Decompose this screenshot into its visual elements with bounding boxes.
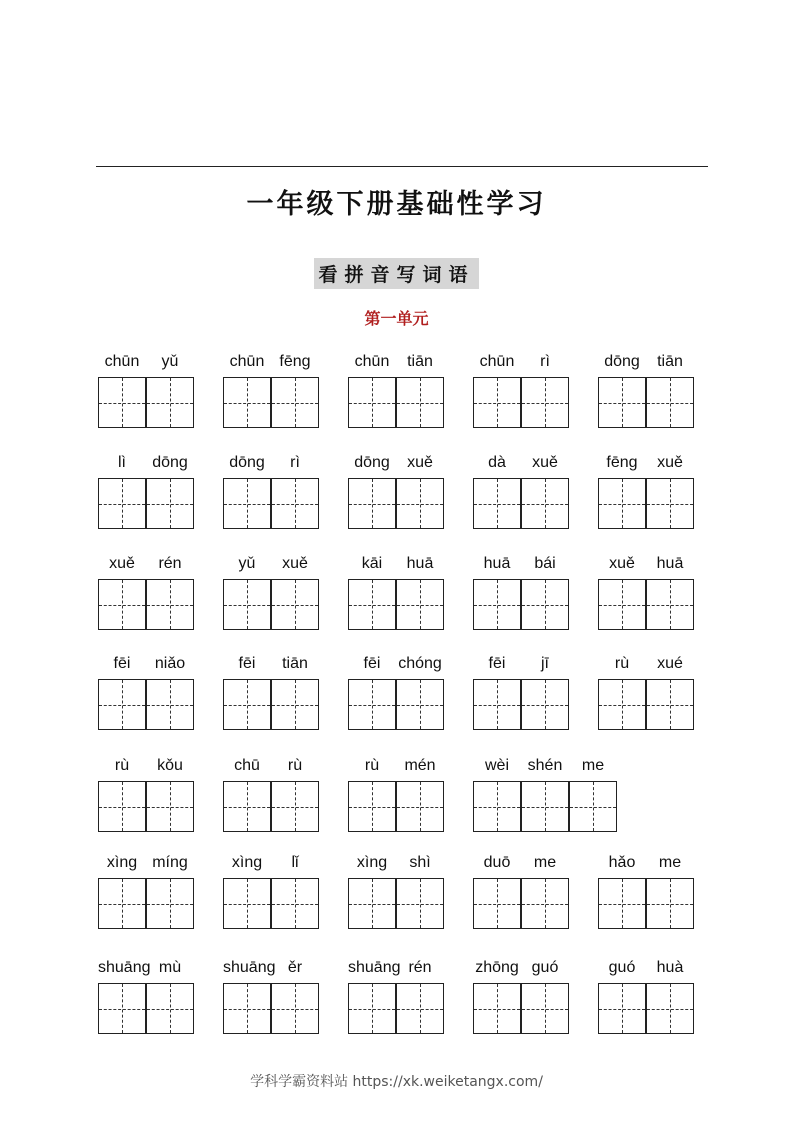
- tianzige-cell[interactable]: [396, 579, 444, 630]
- pinyin-label: rù: [364, 757, 380, 774]
- grid-guide-horizontal: [147, 504, 193, 505]
- footer-watermark: 学科学霸资料站 https://xk.weiketangx.com/: [250, 1074, 543, 1090]
- grid-guide-horizontal: [99, 1009, 145, 1010]
- pinyin-label: xuě: [407, 454, 433, 471]
- pinyin-label: dōng: [354, 454, 390, 471]
- grid-guide-horizontal: [647, 403, 693, 404]
- pinyin-label: bái: [534, 555, 556, 572]
- grid-guide-horizontal: [474, 904, 520, 905]
- pinyin-label: chū: [234, 757, 260, 774]
- tianzige-cell[interactable]: [348, 679, 396, 730]
- pinyin-label: jī: [541, 655, 549, 672]
- grid-guide-horizontal: [147, 403, 193, 404]
- header-rule: [96, 166, 708, 167]
- pinyin-label: ěr: [287, 959, 303, 976]
- pinyin-label: hǎo: [608, 854, 636, 871]
- tianzige-cell[interactable]: [569, 781, 617, 832]
- grid-guide-horizontal: [397, 807, 443, 808]
- grid-guide-horizontal: [147, 605, 193, 606]
- grid-guide-horizontal: [397, 904, 443, 905]
- pinyin-label: zhōng: [475, 959, 519, 976]
- tianzige-cell[interactable]: [223, 878, 271, 929]
- grid-guide-horizontal: [272, 1009, 318, 1010]
- tianzige-cell[interactable]: [271, 878, 319, 929]
- tianzige-cell[interactable]: [98, 579, 146, 630]
- grid-guide-horizontal: [147, 705, 193, 706]
- pinyin-label: xuě: [532, 454, 558, 471]
- pinyin-label: tiān: [282, 655, 308, 672]
- grid-guide-horizontal: [599, 1009, 645, 1010]
- grid-guide-horizontal: [272, 807, 318, 808]
- pinyin-label: me: [533, 854, 557, 871]
- pinyin-label: wèi: [484, 757, 509, 774]
- grid-guide-horizontal: [522, 504, 568, 505]
- grid-guide-horizontal: [522, 1009, 568, 1010]
- pinyin-label: dà: [488, 454, 506, 471]
- tianzige-cell[interactable]: [396, 478, 444, 529]
- pinyin-label: chūn: [479, 353, 515, 370]
- pinyin-label: kāi: [361, 555, 383, 572]
- pinyin-label: shuāng: [223, 959, 276, 976]
- grid-guide-horizontal: [99, 504, 145, 505]
- grid-guide-horizontal: [647, 1009, 693, 1010]
- tianzige-cell[interactable]: [348, 579, 396, 630]
- grid-guide-horizontal: [349, 705, 395, 706]
- tianzige-cell[interactable]: [271, 478, 319, 529]
- pinyin-label: yǔ: [238, 555, 256, 572]
- grid-guide-horizontal: [474, 403, 520, 404]
- pinyin-label: duō: [483, 854, 511, 871]
- tianzige-cell[interactable]: [646, 679, 694, 730]
- tianzige-cell[interactable]: [223, 983, 271, 1034]
- grid-guide-horizontal: [99, 904, 145, 905]
- tianzige-cell[interactable]: [646, 377, 694, 428]
- tianzige-cell[interactable]: [98, 679, 146, 730]
- tianzige-cell[interactable]: [473, 983, 521, 1034]
- tianzige-cell[interactable]: [598, 679, 646, 730]
- tianzige-cell[interactable]: [223, 478, 271, 529]
- grid-guide-horizontal: [599, 403, 645, 404]
- tianzige-cell[interactable]: [146, 478, 194, 529]
- pinyin-label: mù: [158, 959, 182, 976]
- grid-guide-horizontal: [224, 705, 270, 706]
- tianzige-cell[interactable]: [348, 781, 396, 832]
- unit-heading: 第一单元: [364, 309, 429, 328]
- tianzige-cell[interactable]: [473, 478, 521, 529]
- tianzige-cell[interactable]: [598, 579, 646, 630]
- pinyin-label: xìng: [106, 854, 138, 871]
- grid-guide-horizontal: [99, 605, 145, 606]
- tianzige-cell[interactable]: [146, 878, 194, 929]
- grid-guide-horizontal: [272, 904, 318, 905]
- pinyin-label: rén: [408, 959, 432, 976]
- pinyin-label: xìng: [356, 854, 388, 871]
- pinyin-label: chūn: [104, 353, 140, 370]
- pinyin-label: rì: [290, 454, 300, 471]
- tianzige-cell[interactable]: [146, 377, 194, 428]
- pinyin-label: rù: [614, 655, 630, 672]
- pinyin-label: lǐ: [291, 854, 299, 871]
- tianzige-cell[interactable]: [473, 679, 521, 730]
- tianzige-cell[interactable]: [598, 377, 646, 428]
- pinyin-label: shuāng: [348, 959, 401, 976]
- pinyin-label: mén: [404, 757, 436, 774]
- pinyin-label: chóng: [398, 655, 442, 672]
- grid-guide-horizontal: [522, 403, 568, 404]
- tianzige-cell[interactable]: [271, 983, 319, 1034]
- tianzige-cell[interactable]: [98, 781, 146, 832]
- pinyin-label: yǔ: [161, 353, 179, 370]
- tianzige-cell[interactable]: [223, 377, 271, 428]
- grid-guide-horizontal: [522, 605, 568, 606]
- grid-guide-horizontal: [272, 504, 318, 505]
- word-row: [0, 352, 793, 442]
- tianzige-cell[interactable]: [646, 983, 694, 1034]
- tianzige-cell[interactable]: [396, 679, 444, 730]
- grid-guide-horizontal: [272, 605, 318, 606]
- word-row: [0, 853, 793, 943]
- pinyin-label: rù: [287, 757, 303, 774]
- tianzige-cell[interactable]: [521, 679, 569, 730]
- pinyin-label: me: [658, 854, 682, 871]
- tianzige-cell[interactable]: [271, 377, 319, 428]
- pinyin-label: huà: [656, 959, 684, 976]
- tianzige-cell[interactable]: [146, 579, 194, 630]
- tianzige-cell[interactable]: [271, 679, 319, 730]
- grid-guide-horizontal: [147, 1009, 193, 1010]
- grid-guide-horizontal: [522, 904, 568, 905]
- pinyin-label: rù: [114, 757, 130, 774]
- grid-guide-horizontal: [224, 504, 270, 505]
- grid-guide-horizontal: [522, 807, 568, 808]
- grid-guide-horizontal: [474, 504, 520, 505]
- tianzige-cell[interactable]: [598, 478, 646, 529]
- pinyin-label: fēi: [113, 655, 131, 672]
- pinyin-label: fēng: [279, 353, 311, 370]
- pinyin-label: xuě: [109, 555, 135, 572]
- pinyin-label: fēng: [606, 454, 638, 471]
- pinyin-label: lì: [118, 454, 126, 471]
- pinyin-label: niǎo: [154, 655, 186, 672]
- grid-guide-horizontal: [397, 605, 443, 606]
- grid-guide-horizontal: [147, 904, 193, 905]
- tianzige-cell[interactable]: [396, 781, 444, 832]
- tianzige-cell[interactable]: [223, 679, 271, 730]
- grid-guide-horizontal: [224, 1009, 270, 1010]
- tianzige-cell[interactable]: [271, 579, 319, 630]
- tianzige-cell[interactable]: [521, 878, 569, 929]
- grid-guide-horizontal: [522, 705, 568, 706]
- tianzige-cell[interactable]: [521, 579, 569, 630]
- grid-guide-horizontal: [272, 403, 318, 404]
- grid-guide-horizontal: [474, 705, 520, 706]
- tianzige-cell[interactable]: [98, 478, 146, 529]
- tianzige-cell[interactable]: [223, 781, 271, 832]
- grid-guide-horizontal: [647, 705, 693, 706]
- tianzige-cell[interactable]: [223, 579, 271, 630]
- grid-guide-horizontal: [599, 904, 645, 905]
- pinyin-label: xué: [657, 655, 683, 672]
- tianzige-cell[interactable]: [98, 377, 146, 428]
- grid-guide-horizontal: [99, 807, 145, 808]
- pinyin-label: huā: [406, 555, 434, 572]
- grid-guide-horizontal: [647, 504, 693, 505]
- grid-guide-horizontal: [474, 605, 520, 606]
- pinyin-label: shuāng: [98, 959, 151, 976]
- grid-guide-horizontal: [647, 904, 693, 905]
- tianzige-cell[interactable]: [521, 377, 569, 428]
- tianzige-cell[interactable]: [146, 983, 194, 1034]
- section-heading: 看拼音写词语: [314, 258, 478, 289]
- tianzige-cell[interactable]: [146, 679, 194, 730]
- pinyin-label: chūn: [354, 353, 390, 370]
- section-heading-wrap: [0, 258, 793, 289]
- tianzige-cell[interactable]: [646, 579, 694, 630]
- pinyin-label: fēi: [488, 655, 506, 672]
- tianzige-cell[interactable]: [98, 878, 146, 929]
- pinyin-label: fēi: [238, 655, 256, 672]
- tianzige-cell[interactable]: [348, 478, 396, 529]
- pinyin-label: xuě: [282, 555, 308, 572]
- word-row: [0, 756, 793, 846]
- pinyin-label: tiān: [407, 353, 433, 370]
- word-row: [0, 958, 793, 1048]
- tianzige-cell[interactable]: [473, 781, 521, 832]
- page-title: 一年级下册基础性学习: [246, 189, 547, 220]
- pinyin-label: dōng: [152, 454, 188, 471]
- grid-guide-horizontal: [147, 807, 193, 808]
- tianzige-cell[interactable]: [98, 983, 146, 1034]
- grid-guide-horizontal: [349, 403, 395, 404]
- grid-guide-horizontal: [397, 705, 443, 706]
- word-row: [0, 453, 793, 543]
- grid-guide-horizontal: [224, 904, 270, 905]
- grid-guide-horizontal: [349, 504, 395, 505]
- tianzige-cell[interactable]: [396, 878, 444, 929]
- grid-guide-horizontal: [397, 403, 443, 404]
- tianzige-cell[interactable]: [473, 878, 521, 929]
- grid-guide-horizontal: [272, 705, 318, 706]
- pinyin-label: fēi: [363, 655, 381, 672]
- pinyin-label: rì: [540, 353, 550, 370]
- grid-guide-horizontal: [599, 605, 645, 606]
- tianzige-cell[interactable]: [521, 983, 569, 1034]
- tianzige-cell[interactable]: [473, 377, 521, 428]
- grid-guide-horizontal: [397, 504, 443, 505]
- tianzige-cell[interactable]: [348, 377, 396, 428]
- grid-guide-horizontal: [349, 605, 395, 606]
- pinyin-label: huā: [656, 555, 684, 572]
- tianzige-cell[interactable]: [146, 781, 194, 832]
- pinyin-label: huā: [483, 555, 511, 572]
- tianzige-cell[interactable]: [396, 983, 444, 1034]
- grid-guide-horizontal: [224, 403, 270, 404]
- grid-guide-horizontal: [474, 1009, 520, 1010]
- pinyin-label: xuě: [609, 555, 635, 572]
- tianzige-cell[interactable]: [521, 478, 569, 529]
- pinyin-label: xìng: [231, 854, 263, 871]
- grid-guide-horizontal: [570, 807, 616, 808]
- tianzige-cell[interactable]: [348, 983, 396, 1034]
- word-row: [0, 554, 793, 644]
- grid-guide-horizontal: [599, 705, 645, 706]
- grid-guide-horizontal: [99, 403, 145, 404]
- grid-guide-horizontal: [349, 1009, 395, 1010]
- pinyin-label: shén: [527, 757, 563, 774]
- word-row: [0, 654, 793, 744]
- pinyin-label: xuě: [657, 454, 683, 471]
- pinyin-label: dōng: [604, 353, 640, 370]
- grid-guide-horizontal: [349, 904, 395, 905]
- pinyin-label: míng: [152, 854, 188, 871]
- tianzige-cell[interactable]: [598, 878, 646, 929]
- pinyin-label: shì: [409, 854, 431, 871]
- tianzige-cell[interactable]: [271, 781, 319, 832]
- grid-guide-horizontal: [647, 605, 693, 606]
- grid-guide-horizontal: [599, 504, 645, 505]
- tianzige-cell[interactable]: [646, 478, 694, 529]
- pinyin-label: guó: [531, 959, 559, 976]
- tianzige-cell[interactable]: [521, 781, 569, 832]
- tianzige-cell[interactable]: [396, 377, 444, 428]
- pinyin-label: tiān: [657, 353, 683, 370]
- pinyin-label: chūn: [229, 353, 265, 370]
- pinyin-label: kǒu: [157, 757, 183, 774]
- tianzige-cell[interactable]: [473, 579, 521, 630]
- tianzige-cell[interactable]: [598, 983, 646, 1034]
- grid-guide-horizontal: [99, 705, 145, 706]
- pinyin-label: guó: [608, 959, 636, 976]
- grid-guide-horizontal: [474, 807, 520, 808]
- grid-guide-horizontal: [397, 1009, 443, 1010]
- grid-guide-horizontal: [349, 807, 395, 808]
- tianzige-cell[interactable]: [348, 878, 396, 929]
- pinyin-label: me: [581, 757, 605, 774]
- grid-guide-horizontal: [224, 807, 270, 808]
- pinyin-label: dōng: [229, 454, 265, 471]
- tianzige-cell[interactable]: [646, 878, 694, 929]
- pinyin-label: rén: [158, 555, 182, 572]
- grid-guide-horizontal: [224, 605, 270, 606]
